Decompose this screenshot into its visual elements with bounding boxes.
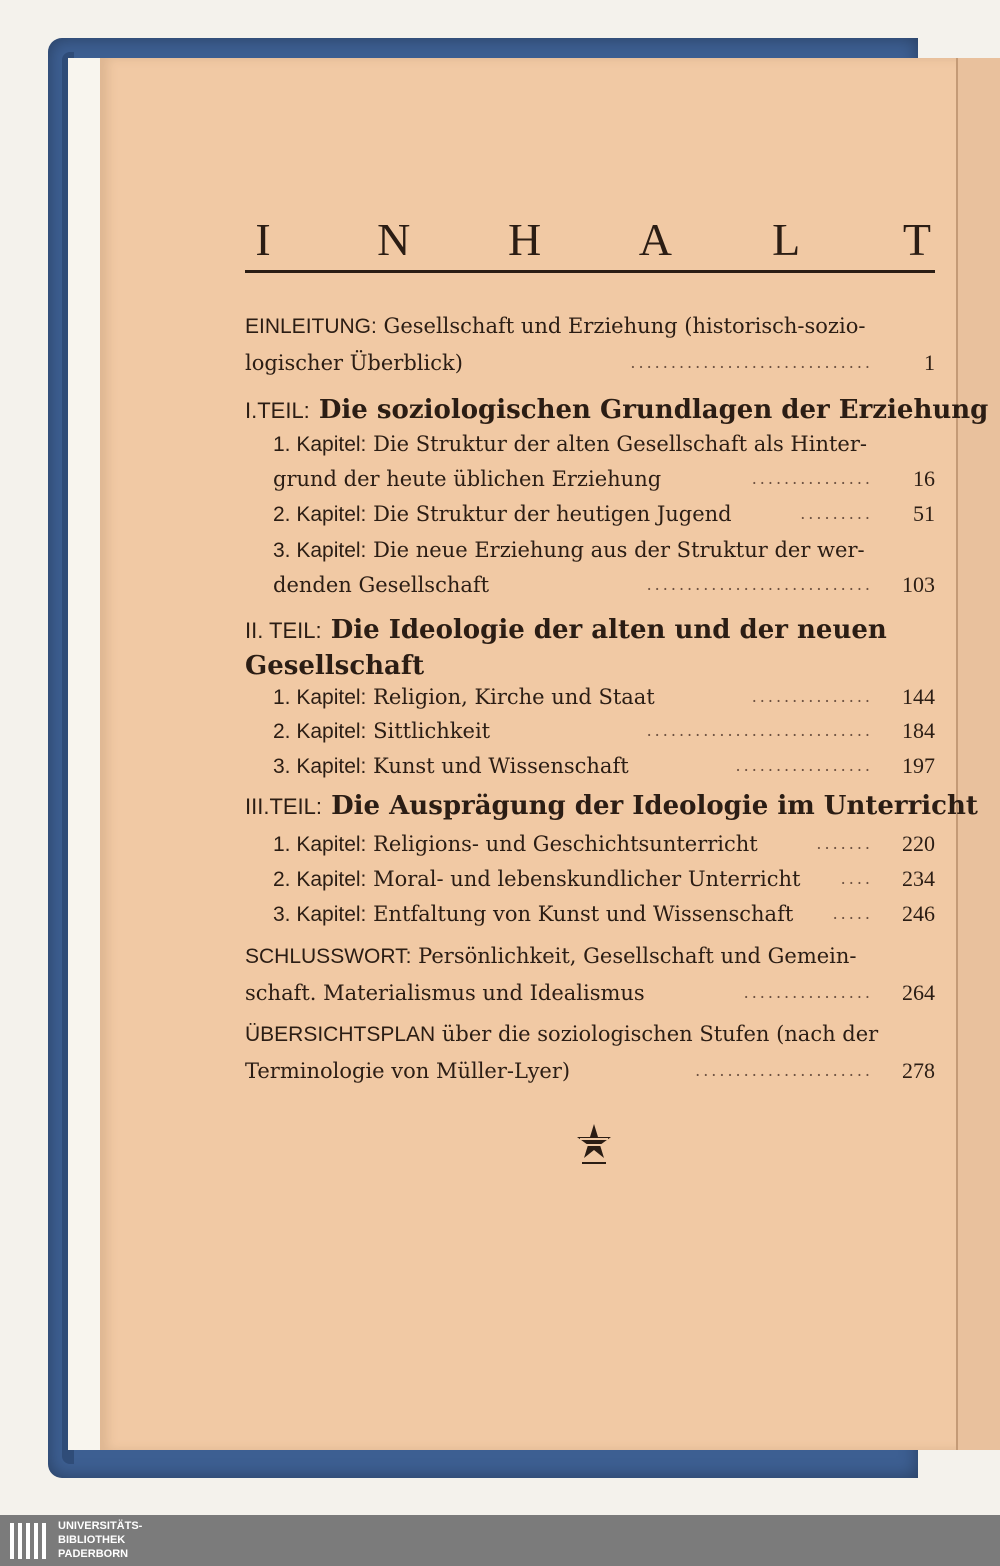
toc-entry	[273, 828, 935, 860]
toc-entry-label: 1. Kapitel:	[273, 686, 367, 709]
toc-entry-text	[273, 463, 661, 495]
page-number: 246	[902, 901, 935, 926]
toc-entry-text	[273, 828, 758, 861]
leader-dots: ............................	[646, 575, 873, 594]
page-number: 234	[902, 866, 935, 891]
toc-entry-title: Religion, Kirche und Staat	[373, 685, 655, 709]
toc-entry-title: Die Ideologie der alten und der neuen	[330, 615, 887, 645]
page-number: 144	[902, 684, 935, 709]
leader-dots: .......	[816, 834, 873, 853]
page-number: 1	[924, 350, 935, 375]
leader-dots: ............................	[646, 721, 873, 740]
toc-entry	[245, 648, 935, 684]
toc-entry-title: Die Struktur der heutigen Jugend	[373, 502, 732, 526]
toc-heading	[245, 214, 935, 264]
toc-entry-label: 3. Kapitel:	[273, 903, 367, 926]
toc-entry-label: 3. Kapitel:	[273, 539, 367, 562]
toc-entry-label: II. TEIL:	[245, 618, 322, 643]
leader-dots: ...............	[751, 687, 873, 706]
library-name-line: BIBLIOTHEK	[58, 1534, 126, 1546]
heading-letter: L	[772, 213, 801, 265]
toc-entry-text	[273, 863, 800, 896]
toc-entry-text	[245, 310, 865, 343]
library-footer	[0, 1515, 1000, 1566]
toc-entry-title: Moral- und lebenskundlicher Unterricht	[373, 867, 801, 891]
toc-entry	[273, 715, 935, 747]
toc-entry-text	[273, 898, 793, 931]
toc-entry-text	[245, 612, 887, 649]
toc-entry	[273, 898, 935, 930]
toc-entry	[245, 612, 935, 648]
toc-entry-label: 1. Kapitel:	[273, 433, 367, 456]
toc-entry-title: grund der heute üblichen Erziehung	[273, 467, 662, 491]
toc-entry-label: 3. Kapitel:	[273, 755, 367, 778]
toc-entry-label: 1. Kapitel:	[273, 833, 367, 856]
toc-entry	[273, 463, 935, 495]
toc-entry-title: Entfaltung von Kunst und Wissenschaft	[373, 902, 794, 926]
toc-entry-title: Die Struktur der alten Gesellschaft als Hinter-	[373, 432, 867, 456]
heading-letter: A	[638, 213, 672, 265]
toc-entry-title: Gesellschaft	[245, 651, 425, 681]
adjacent-page-edge	[956, 58, 1000, 1450]
toc-entry	[273, 569, 935, 601]
toc-entry-label: EINLEITUNG:	[245, 315, 377, 338]
toc-entry-text	[273, 750, 629, 783]
toc-entry	[273, 428, 935, 460]
toc-entry-text	[273, 428, 867, 461]
toc-entry-label: SCHLUSSWORT:	[245, 945, 412, 968]
library-name-line: UNIVERSITÄTS-	[58, 1520, 143, 1532]
toc-entry-text	[273, 681, 655, 714]
toc-entry-title: Gesellschaft und Erziehung (historisch-sozio-	[383, 314, 866, 338]
toc-entry	[245, 788, 978, 824]
heading-letter: H	[507, 213, 542, 265]
toc-entry	[245, 347, 935, 379]
toc-entry-text	[273, 534, 865, 567]
leader-dots: .................	[735, 756, 873, 775]
toc-entry-label: 2. Kapitel:	[273, 503, 367, 526]
toc-entry-title: Die neue Erziehung aus der Struktur der wer-	[373, 538, 865, 562]
toc-entry-title: Kunst und Wissenschaft	[373, 754, 629, 778]
page-number: 278	[902, 1058, 935, 1083]
library-logo-icon	[8, 1521, 50, 1561]
toc-entry-label: I.TEIL:	[245, 398, 310, 423]
toc-entry-title: Sittlichkeit	[373, 719, 491, 743]
toc-entry-text	[245, 1055, 570, 1087]
leader-dots: ..............................	[630, 353, 873, 372]
toc-entry-text	[273, 715, 490, 748]
leader-dots: ....	[840, 869, 873, 888]
toc-entry-text	[245, 392, 988, 429]
toc-entry-title: schaft. Materialismus und Idealismus	[245, 981, 645, 1005]
toc-entry-label: 2. Kapitel:	[273, 868, 367, 891]
heading-letter: I	[255, 213, 271, 265]
toc-entry-text	[273, 569, 489, 601]
heading-letter: N	[377, 213, 411, 265]
toc-entry	[245, 1018, 935, 1050]
toc-entry-text	[245, 1018, 878, 1051]
heading-letter: T	[902, 213, 932, 265]
toc-entry-text	[273, 498, 732, 531]
library-name	[58, 1519, 142, 1561]
library-name-line: PADERBORN	[58, 1548, 129, 1560]
toc-entry-label: 2. Kapitel:	[273, 720, 367, 743]
leader-dots: ...............	[751, 469, 873, 488]
toc-entry-title: denden Gesellschaft	[273, 573, 490, 597]
leader-dots: .....	[832, 904, 873, 923]
heading-rule	[245, 270, 935, 273]
toc-entry-title: Persönlichkeit, Gesellschaft und Gemein-	[418, 944, 857, 968]
page-number: 184	[902, 718, 935, 743]
toc-entry-text	[245, 347, 463, 379]
leader-dots: .........	[800, 504, 873, 523]
toc-entry-title: logischer Überblick)	[245, 351, 463, 375]
toc-entry	[245, 940, 935, 972]
page-number: 264	[902, 980, 935, 1005]
toc-entry-label: ÜBERSICHTSPLAN	[245, 1023, 436, 1046]
toc-entry	[245, 977, 935, 1009]
toc-entry	[273, 863, 935, 895]
toc-entry-title: Die soziologischen Grundlagen der Erziehung	[318, 395, 989, 425]
page-number: 51	[913, 501, 935, 526]
toc-entry-text	[245, 788, 978, 825]
toc-entry-text	[245, 940, 857, 973]
toc-entry-title: über die soziologischen Stufen (nach der	[441, 1022, 879, 1046]
toc-entry	[245, 392, 989, 428]
page-number: 197	[902, 753, 935, 778]
page-number: 103	[902, 572, 935, 597]
toc-entry	[273, 681, 935, 713]
toc-entry-title: Die Ausprägung der Ideologie im Unterricht	[331, 791, 978, 821]
toc-entry	[245, 1055, 935, 1087]
page-number: 16	[913, 466, 935, 491]
toc-entry	[245, 310, 935, 342]
toc-entry-text	[245, 648, 424, 684]
leader-dots: ......................	[695, 1061, 873, 1080]
toc-entry	[273, 750, 935, 782]
star-ornament-icon	[576, 1122, 612, 1166]
toc-entry-text	[245, 977, 645, 1009]
leader-dots: ................	[743, 983, 873, 1002]
toc-entry	[273, 498, 935, 530]
toc-entry	[273, 534, 935, 566]
page-number: 220	[902, 831, 935, 856]
toc-entry-label: III.TEIL:	[245, 794, 323, 819]
toc-entry-title: Terminologie von Müller-Lyer)	[245, 1059, 571, 1083]
toc-entry-title: Religions- und Geschichtsunterricht	[373, 832, 758, 856]
